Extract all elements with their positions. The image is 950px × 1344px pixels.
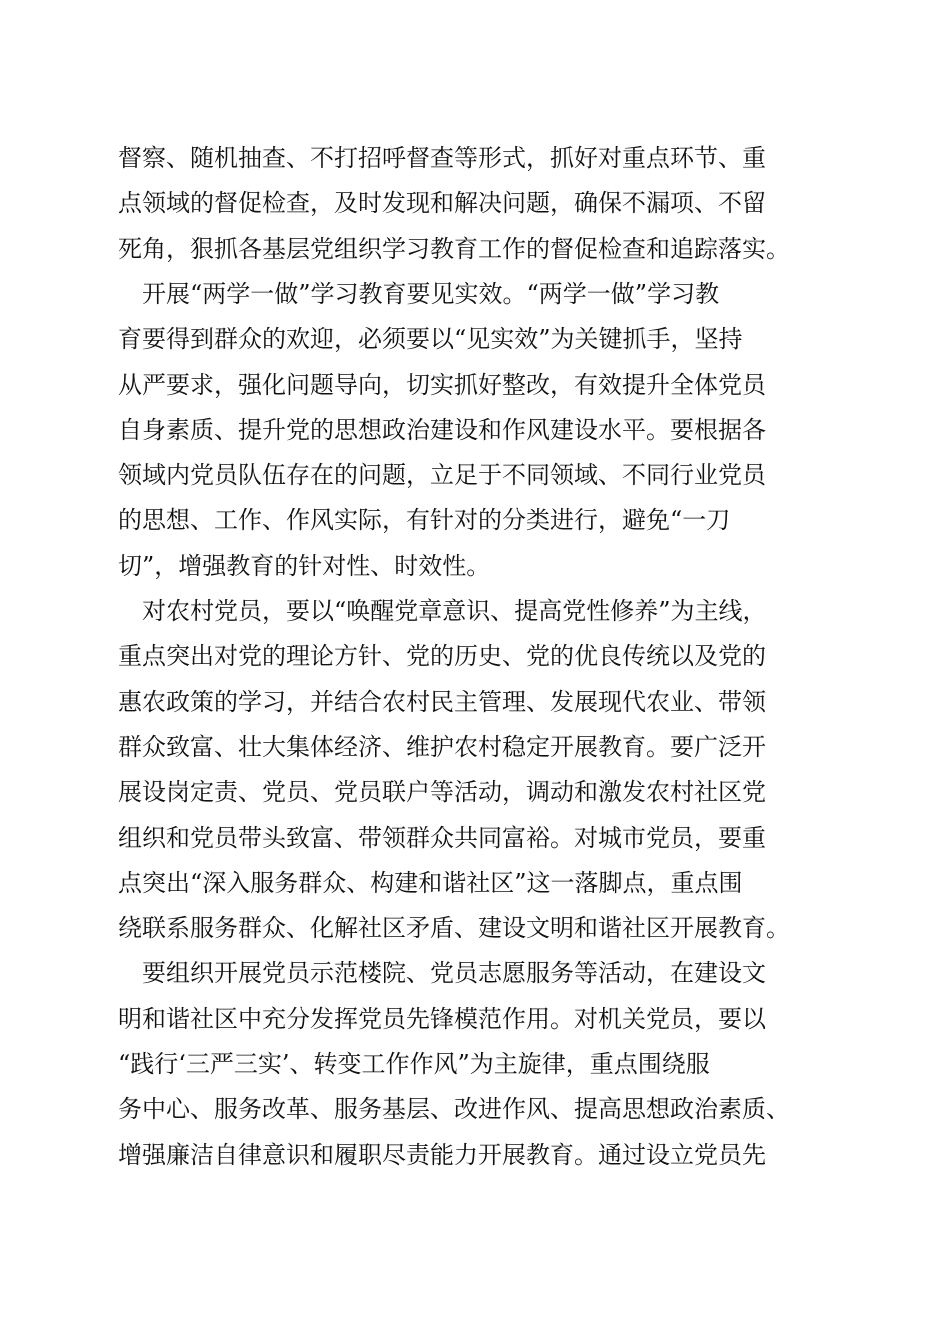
text-line: 要组织开展党员示范楼院、党员志愿服务等活动，在建设文	[118, 959, 766, 988]
text-line: 惠农政策的学习，并结合农村民主管理、发展现代农业、带领	[118, 687, 766, 716]
text-line: 对农村党员，要以“唤醒党章意识、提高党性修养”为主线，	[118, 597, 767, 625]
text-line: 群众致富、壮大集体经济、维护农村稳定开展教育。要广泛开	[118, 732, 766, 761]
text-line: 死角，狠抓各基层党组织学习教育工作的督促检查和追踪落实。	[118, 234, 790, 263]
text-line: “践行‘三严三实’、转变工作作风”为主旋律，重点围绕服	[118, 1050, 710, 1078]
text-line: 育要得到群众的欢迎，必须要以“见实效”为关键抓手，坚持	[118, 325, 743, 354]
text-line: 组织和党员带头致富、带领群众共同富裕。对城市党员，要重	[118, 823, 766, 852]
text-line: 绕联系服务群众、化解社区矛盾、建设文明和谐社区开展教育。	[118, 914, 790, 943]
text-line: 切”，增强教育的针对性、时效性。	[118, 551, 491, 580]
text-line: 领域内党员队伍存在的问题，立足于不同领域、不同行业党员	[118, 461, 766, 490]
text-line: 重点突出对党的理论方针、党的历史、党的优良传统以及党的	[118, 642, 766, 671]
text-line: 从严要求，强化问题导向，切实抓好整改，有效提升全体党员	[118, 370, 766, 399]
text-line: 展设岗定责、党员、党员联户等活动，调动和激发农村社区党	[118, 778, 766, 807]
text-line: 督察、随机抽查、不打招呼督查等形式，抓好对重点环节、重	[118, 144, 766, 172]
text-line: 的思想、工作、作风实际，有针对的分类进行，避免“一刀	[118, 506, 731, 535]
text-line: 务中心、服务改革、服务基层、改进作风、提高思想政治素质、	[118, 1095, 790, 1124]
text-line: 点领域的督促检查，及时发现和解决问题，确保不漏项、不留	[118, 189, 766, 218]
text-line: 增强廉洁自律意识和履职尽责能力开展教育。通过设立党员先	[118, 1140, 766, 1169]
text-line: 明和谐社区中充分发挥党员先锋模范作用。对机关党员，要以	[118, 1004, 766, 1033]
text-line: 点突出“深入服务群众、构建和谐社区”这一落脚点，重点围	[118, 868, 743, 897]
text-line: 开展“两学一做”学习教育要见实效。“两学一做”学习教	[118, 279, 720, 308]
text-line: 自身素质、提升党的思想政治建设和作风建设水平。要根据各	[118, 415, 766, 444]
